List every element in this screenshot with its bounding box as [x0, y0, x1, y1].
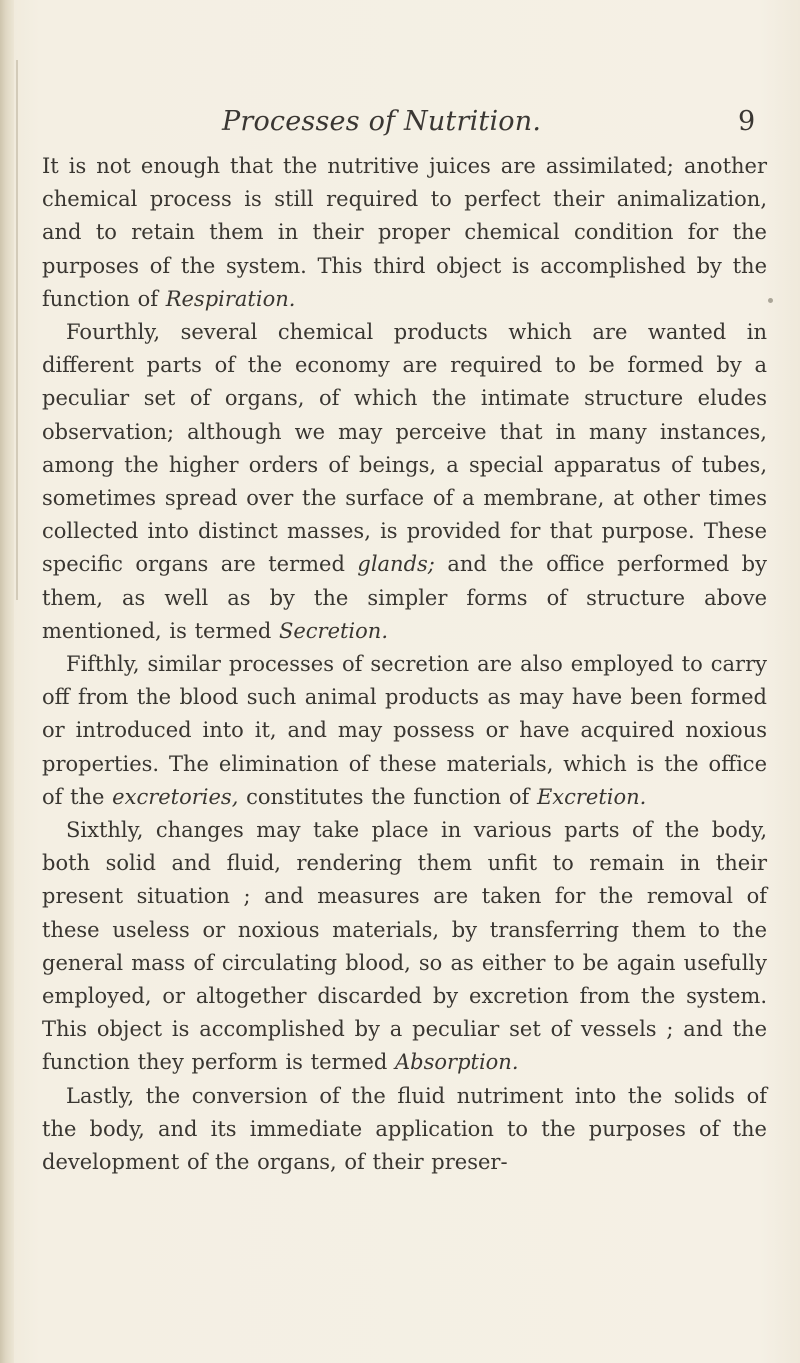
term-secretion: Secretion. [278, 618, 388, 643]
text-run: Sixthly, changes may take place in various parts of the body, both solid and fluid, rendering them unfit to remain in their present situation ; and measures are taken for the removal of these useless or noxious materials, by transferring them to the general mass of circulating blood, so as either to be again usefully employed, or altogether discarded by excretion from the system. This object is accomplished by a peculiar set of vessels ; and the function they perform is termed [42, 818, 767, 1075]
body-text [42, 150, 767, 1179]
text-run: and the office performed by them, as well as by the simpler forms of structure above mentioned, is termed [42, 552, 767, 643]
text-run: It is not enough that the nutritive juices are assimilated; another chemical process is still required to perfect their animalization, and to retain them in their proper chemical condition for the purposes of the system. This third object is accomplished by the function of [42, 154, 767, 311]
title-prefix: Processes [222, 106, 369, 137]
term-glands: glands; [357, 552, 435, 577]
term-absorption: Absorption. [395, 1050, 519, 1075]
running-header [0, 98, 800, 148]
text-run: constitutes the function of [238, 784, 537, 809]
paragraph-absorption [42, 814, 767, 1080]
text-run: Fourthly, several chemical products which are wanted in different parts of the economy are required to be formed by a peculiar set of organs, of which the intimate structure eludes observation; although we may perceive that in many instances, among the higher orders of beings, a special apparatus of tubes, sometimes spread over the surface of a membrane, at other times collected into distinct masses, is provided for that purpose. These specific organs are termed [42, 320, 767, 577]
paragraph-excretion [42, 648, 767, 814]
paragraph-assimilation [42, 1080, 767, 1180]
text-run: Fifthly, similar processes of secretion are also employed to carry off from the blood such animal products as may have been formed or introduced into it, and may possess or have acquired noxious properties. The elimination of these materials, which is the office of the [42, 652, 767, 809]
term-excretion: Excretion. [536, 784, 647, 809]
print-speck [768, 298, 773, 303]
running-title [222, 106, 541, 137]
text-run: Lastly, the conversion of the fluid nutriment into the solids of the body, and its immediate application to the purposes of the development of the organs, of their preser- [42, 1083, 767, 1175]
page-binding-edge [0, 0, 14, 1363]
title-of: of [368, 106, 396, 137]
term-respiration: Respiration. [165, 286, 296, 311]
page-number: 9 [738, 106, 756, 137]
term-excretories: excretories, [112, 784, 239, 809]
title-suffix: Nutrition. [395, 106, 542, 137]
paragraph-secretion [42, 316, 767, 648]
paragraph-respiration [42, 150, 767, 316]
